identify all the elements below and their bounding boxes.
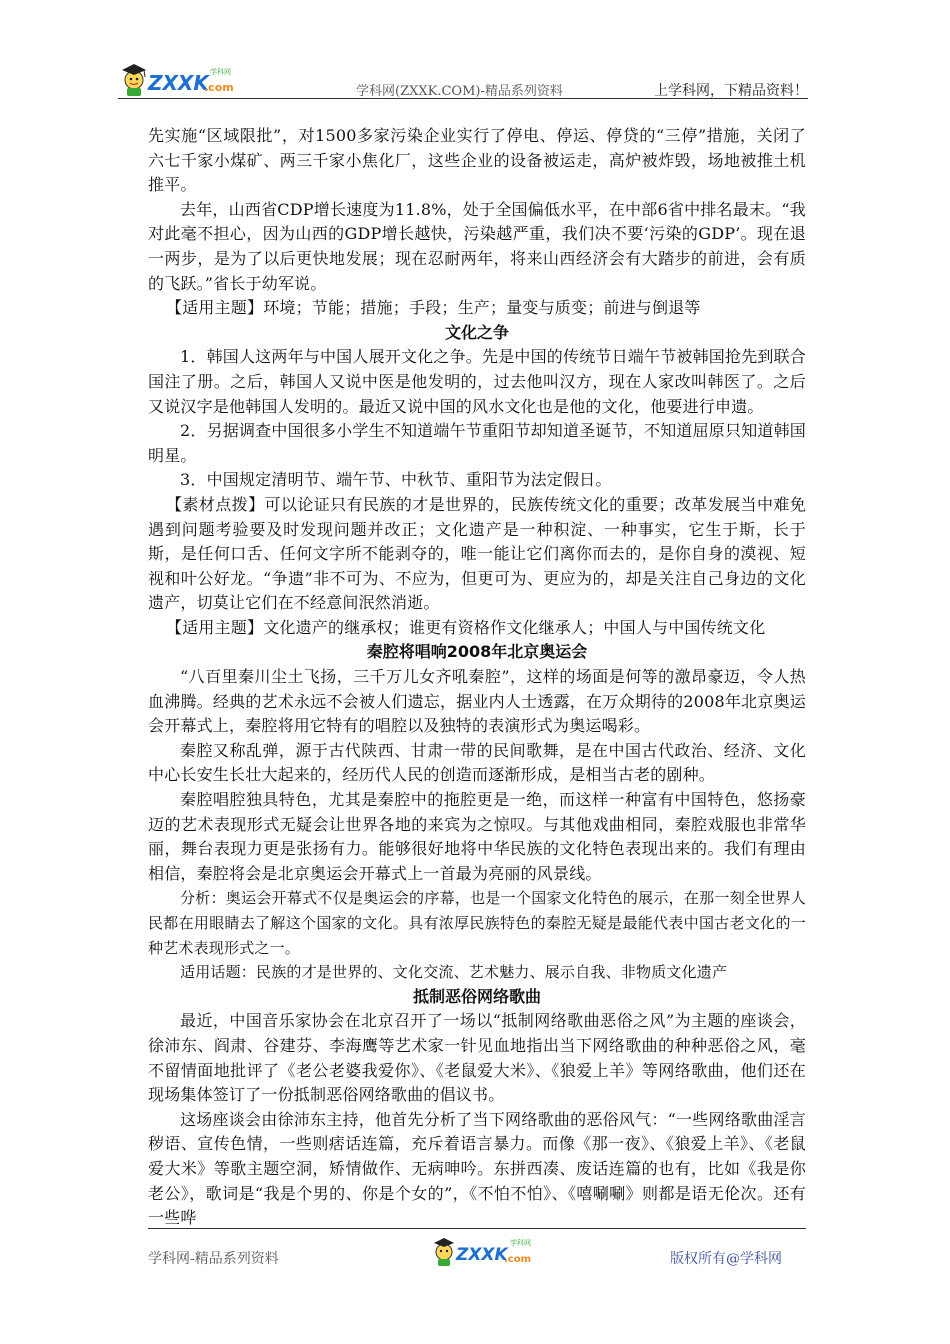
section-heading: 秦腔将唱响2008年北京奥运会 xyxy=(366,642,588,662)
zxxk-logo xyxy=(118,60,258,100)
logo-suffix: .com xyxy=(204,81,234,94)
page-footer xyxy=(148,1228,806,1278)
paragraph: “八百里秦川尘土飞扬，三千万儿女齐吼秦腔”，这样的场面是何等的激昂豪迈，令人热血沸腾。经典的艺术永远不会被人们遗忘，据业内人士透露，在万众期待的2008年北京奥运会开幕式上，秦腔将用它特有的唱腔以及独特的表演形式为奥运喝彩。 xyxy=(148,667,806,736)
footer-logo-tag: 学科网 xyxy=(510,1239,531,1247)
section-heading: 文化之争 xyxy=(444,322,509,342)
footer-zxxk-logo xyxy=(430,1232,550,1270)
paragraph: 秦腔又称乱弹，源于古代陕西、甘肃一带的民间歌舞，是在中国古代政治、经济、文化中心长安生长壮大起来的，经历代人民的创造而逐渐形成，是相当古老的剧种。 xyxy=(148,740,806,785)
material-notes: 【素材点拨】可以论证只有民族的才是世界的，民族传统文化的重要；改革发展当中难免遇到问题考验要及时发现问题并改正；文化遗产是一种积淀、一种事实，它生于斯，长于斯，是任何口舌、任何文字所不能剥夺的，唯一能让它们离你而去的，是你自身的漠视、短视和叶公好龙。“争遗”非不可为、不应为，但更可为、更应为的，却是关注自己身边的文化遗产，切莫让它们在不经意间泯然消逝。 xyxy=(148,494,806,613)
mascot-icon xyxy=(434,1238,454,1266)
header-divider xyxy=(118,98,808,99)
paragraph: 最近，中国音乐家协会在北京召开了一场以“抵制网络歌曲恶俗之风”为主题的座谈会，徐沛东、阎肃、谷建芬、李海鹰等艺术家一针见血地指出当下网络歌曲的种种恶俗之风，毫不留情面地批评了《老公老婆我爱你》、《老鼠爱大米》、《狼爱上羊》等网络歌曲，他们还在现场集体签订了一份抵制恶俗网络歌曲的倡议书。 xyxy=(148,1011,806,1105)
applicable-topics: 适用话题：民族的才是世界的、文化交流、艺术魅力、展示自我、非物质文化遗产 xyxy=(180,963,728,982)
page-header xyxy=(118,60,808,100)
applicable-topics: 【适用主题】环境；节能；措施；手段；生产；量变与质变；前进与倒退等 xyxy=(166,298,701,318)
copyright-link[interactable]: 版权所有@学科网 xyxy=(670,1251,782,1267)
footer-left-text: 学科网-精品系列资料 xyxy=(148,1251,279,1267)
paragraph: 去年，山西省CDP增长速度为11.8%，处于全国偏低水平，在中部6省中排名最末。“我对此毫不担心，因为山西的GDP增长越快，污染越严重，我们决不要‘污染的GDP’。现在退一两步，是为了以后更快地发展；现在忍耐两年，将来山西经济会有大踏步的前进，会有质的飞跃。”省长于幼军说。 xyxy=(148,199,806,293)
logo-tag: 学科网 xyxy=(210,68,231,76)
paragraph: 先实施“区域限批”，对1500多家污染企业实行了停电、停运、停贷的“三停”措施，关闭了六七千家小煤矿、两三千家小焦化厂，这些企业的设备被运走，高炉被炸毁，场地被推土机推平。 xyxy=(148,126,806,195)
footer-divider xyxy=(148,1228,806,1229)
paragraph: 2．另据调查中国很多小学生不知道端午节重阳节却知道圣诞节，不知道屈原只知道韩国明星。 xyxy=(148,421,806,465)
mascot-icon xyxy=(122,64,146,96)
paragraph: 3．中国规定清明节、端午节、中秋节、重阳节为法定假日。 xyxy=(180,470,612,490)
applicable-topics: 【适用主题】文化遗产的继承权；谁更有资格作文化继承人；中国人与中国传统文化 xyxy=(166,617,766,637)
header-slogan: 上学科网，下精品资料！ xyxy=(654,83,808,99)
section-heading: 抵制恶俗网络歌曲 xyxy=(412,986,541,1006)
footer-logo-suffix: .com xyxy=(504,1254,532,1265)
paragraph: 1．韩国人这两年与中国人展开文化之争。先是中国的传统节日端午节被韩国抢先到联合国注了册。之后，韩国人又说中医是他发明的，过去他叫汉方，现在人家改叫韩医了。之后又说汉字是他韩国人发明的。最近又说中国的风水文化也是他的文化，他要进行申遗。 xyxy=(148,347,806,416)
logo-wordmark: ZXXK xyxy=(148,71,209,95)
paragraph: 秦腔唱腔独具特色，尤其是秦腔中的拖腔更是一绝，而这样一种富有中国特色，悠扬豪迈的艺术表现形式无疑会让世界各地的来宾为之惊叹。与其他戏曲相同，秦腔戏服也非常华丽，舞台表现力更是张扬有力。能够很好地将中华民族的文化特色表现出来的。我们有理由相信，秦腔将会是北京奥运会开幕式上一首最为亮丽的风景线。 xyxy=(148,790,806,883)
analysis-paragraph: 分析：奥运会开幕式不仅是奥运会的序幕，也是一个国家文化特色的展示，在那一刻全世界人民都在用眼睛去了解这个国家的文化。具有浓厚民族特色的秦腔无疑是最能代表中国古老文化的一种艺术表现形式之一。 xyxy=(148,889,806,957)
paragraph: 这场座谈会由徐沛东主持，他首先分析了当下网络歌曲的恶俗风气：“一些网络歌曲淫言秽语、宣传色情，一些则痞话连篇，充斥着语言暴力。而像《那一夜》、《狼爱上羊》、《老鼠爱大米》等歌主题空洞，矫情做作、无病呻吟。东拼西凑、废话连篇的也有，比如《我是你老公》，歌词是“我是个男的、你是个女的”，《不怕不怕》、《嘻唰唰》则都是语无伦次。还有一些哗 xyxy=(148,1109,806,1228)
document-body xyxy=(148,124,806,1231)
header-center-text: 学科网(ZXXK.COM)-精品系列资料 xyxy=(356,84,563,99)
footer-logo-wordmark: ZXXK xyxy=(456,1245,508,1265)
